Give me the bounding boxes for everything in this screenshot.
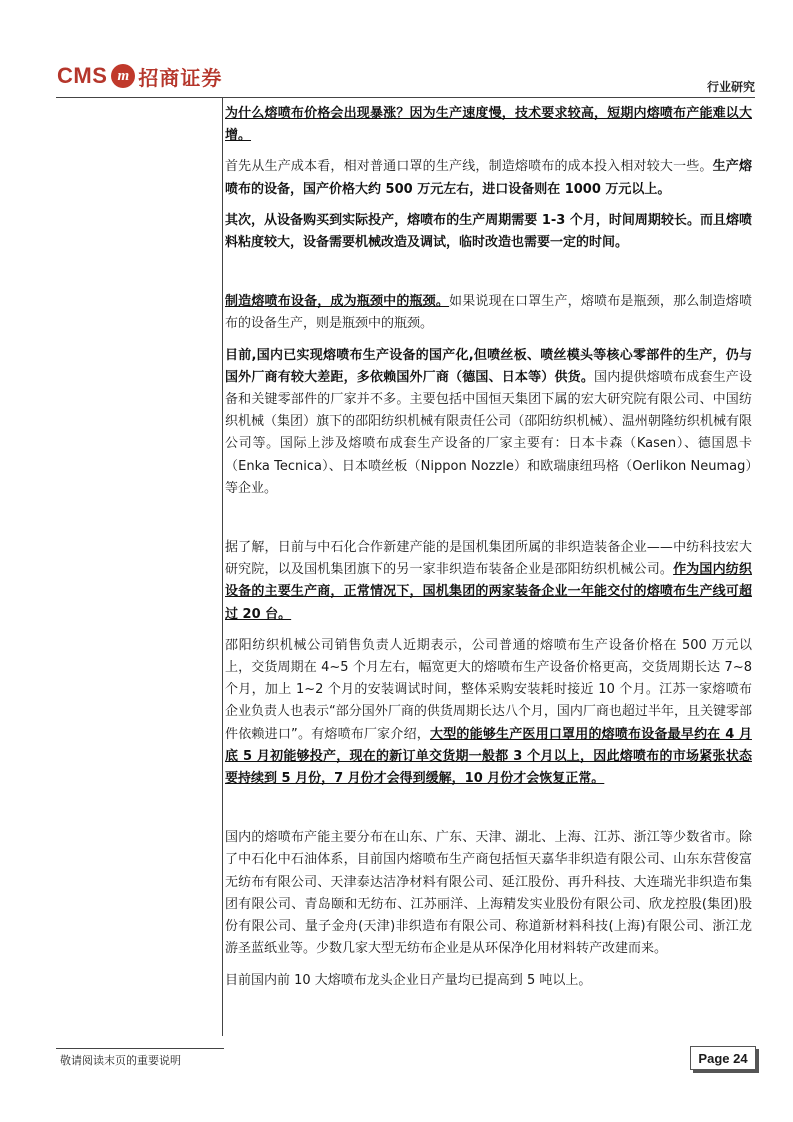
paragraph-distribution: 国内的熔喷布产能主要分布在山东、广东、天津、湖北、上海、江苏、浙江等少数省市。除了中石化中石油体系，目前国内熔喷布生产商包括恒天嘉华非织造有限公司、山东东营俊富无纺布有限公司、天津泰达洁净材料有限公司、延江股份、再升科技、大连瑞光非织造布集团有限公司、青岛颐和无纺布、江苏丽洋、上海精发实业股份有限公司、欣龙控股(集团)股份有限公司、量子金舟(天津)非织造布有限公司、称道新材料科技(上海)有限公司、浙江龙游圣蓝纸业等。少数几家大型无纺布企业是从环保净化用材料转产改建而来。: [225, 830, 752, 957]
header-divider: [56, 97, 755, 98]
paragraph-localization: [225, 345, 752, 500]
disclaimer-note: 敬请阅读末页的重要说明: [60, 1054, 181, 1067]
paragraph-localization-bold: 目前,国内已实现熔喷布生产设备的国产化,但喷丝板、喷丝模头等核心零部件的生产，仍与国外厂商有较大差距，多依赖国外厂商（德国、日本等）供货。: [225, 347, 752, 385]
paragraph-sinopec: [225, 537, 752, 626]
paragraph-cost-text: 首先从生产成本看，相对普通口罩的生产线，制造熔喷布的成本投入相对较大一些。: [225, 159, 713, 175]
paragraph-cost: [225, 156, 752, 200]
paragraph-bottleneck: [225, 291, 752, 335]
paragraph-sinopec-text: 据了解，日前与中石化合作新建产能的是国机集团所属的非织造装备企业——中纺科技宏大研究院，以及国机集团旗下的另一家非织造布装备企业是邵阳纺织机械公司。: [225, 540, 752, 578]
question-heading-text: 为什么熔喷布价格会出现暴涨？因为生产速度慢，技术要求较高，短期内熔喷布产能难以大增。: [225, 106, 752, 144]
spacer: [225, 799, 752, 827]
paragraph-bottleneck-heading: 制造熔喷布设备，成为瓶颈中的瓶颈。: [225, 294, 450, 310]
paragraph-cost-bold: 生产熔喷布的设备，国产价格大约 500 万元左右，进口设备则在 1000 万元以上。: [225, 159, 752, 197]
paragraph-shaoyang: [225, 635, 752, 790]
paragraph-bottleneck-text: 如果说现在口罩生产，熔喷布是瓶颈，那么制造熔喷布的设备生产，则是瓶颈中的瓶颈。: [225, 294, 752, 332]
footer-divider: [56, 1048, 224, 1049]
company-logo: [57, 62, 222, 90]
paragraph-cycle: [225, 210, 752, 254]
logo-mark-icon: m: [111, 64, 135, 88]
paragraph-output: 目前国内前 10 大熔喷布龙头企业日产量均已提高到 5 吨以上。: [225, 972, 592, 988]
paragraph-sinopec-highlight: 作为国内纺织设备的主要生产商，正常情况下，国机集团的两家装备企业一年能交付的熔喷布生产线可超过 20 台。: [225, 562, 752, 622]
question-heading: [225, 103, 752, 147]
paragraph-shaoyang-highlight: 大型的能够生产医用口罩用的熔喷布设备最早约在 4 月底 5 月初能够投产，现在的新订单交货期一般都 3 个月以上，因此熔喷布的市场紧张状态要持续到 5 月份，7 月份才会得到缓解，10 月份才会恢复正常。: [225, 726, 752, 787]
spacer: [225, 509, 752, 537]
section-label: 行业研究: [706, 80, 755, 94]
paragraph-localization-text: 国内提供熔喷布成套生产设备和关键零部件的厂家并不多。主要包括中国恒天集团下属的宏大研究院有限公司、中国纺织机械（集团）旗下的邵阳纺织机械有限责任公司（邵阳纺织机械）、温州朝隆纺织机械有限公司等。国际上涉及熔喷布成套生产设备的厂家主要有：日本卡森（Kasen）、德国恩卡（Enka Tecnica）、日本喷丝板（Nippon Nozzle）和欧瑞康纽玛格（Oerlikon Neumag）等企业。: [225, 369, 752, 496]
logo-chinese-text: 招商证券: [138, 65, 223, 90]
paragraph-cycle-bold: 其次，从设备购买到实际投产，熔喷布的生产周期需要 1-3 个月，时间周期较长。而且熔喷料粘度较大，设备需要机械改造及调试，临时改造也需要一定的时间。: [225, 212, 752, 251]
left-margin-divider: [222, 98, 223, 1036]
page-number: Page 24: [690, 1046, 756, 1070]
main-content: [225, 103, 752, 1001]
logo-cms-text: CMS: [57, 63, 108, 88]
spacer: [225, 263, 752, 291]
paragraph-shaoyang-text: 邵阳纺织机械公司销售负责人近期表示，公司普通的熔喷布生产设备价格在 500 万元以上，交货周期在 4~5 个月左右，幅宽更大的熔喷布生产设备价格更高，交货周期长达 7~8 个月，加上 1~2 个月的安装调试时间，整体采购安装耗时接近 10 个月。江苏一家熔喷布企业负责人也表示“部分国外厂商的供货周期长达八个月，国内厂商也超过半年，且关键零部件依赖进口”。有熔喷布厂家介绍，: [225, 637, 752, 742]
